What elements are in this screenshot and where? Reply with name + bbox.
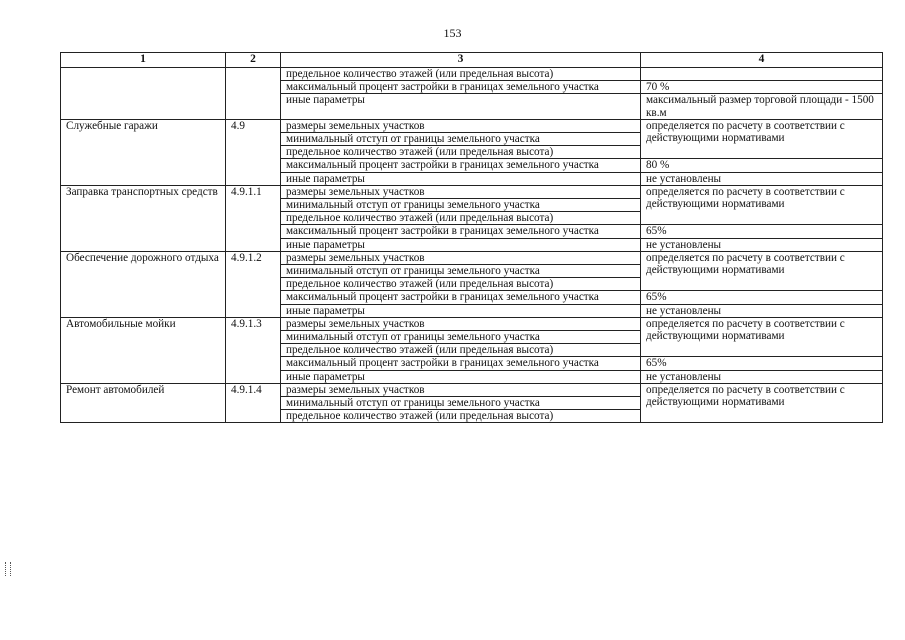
merged-value-cell: определяется по расчету в соответствии с действующими нормативами <box>641 185 883 225</box>
param-cell: предельное количество этажей (или предельная высота) <box>281 278 641 291</box>
use-code: 4.9 <box>226 119 281 185</box>
param-cell: размеры земельных участков <box>281 317 641 330</box>
use-code: 4.9.1.4 <box>226 383 281 423</box>
value-cell: не установлены <box>641 172 883 185</box>
table-row <box>61 185 883 198</box>
param-cell: минимальный отступ от границы земельного участка <box>281 397 641 410</box>
use-name: Заправка транспортных средств <box>61 185 226 251</box>
param-cell: предельное количество этажей (или предельная высота) <box>281 410 641 423</box>
table-row <box>61 251 883 264</box>
param-cell: предельное количество этажей (или предельная высота) <box>281 212 641 225</box>
param-cell: максимальный процент застройки в границах земельного участка <box>281 225 641 238</box>
param-cell: предельное количество этажей (или предельная высота) <box>281 68 641 81</box>
param-cell: иные параметры <box>281 172 641 185</box>
use-code <box>226 68 281 120</box>
param-cell: минимальный отступ от границы земельного участка <box>281 133 641 146</box>
param-cell: иные параметры <box>281 370 641 383</box>
regulations-table <box>60 52 883 423</box>
value-cell: не установлены <box>641 370 883 383</box>
value-cell: 65% <box>641 225 883 238</box>
value-cell: 80 % <box>641 159 883 172</box>
value-cell <box>641 68 883 81</box>
use-code: 4.9.1.1 <box>226 185 281 251</box>
value-cell: не установлены <box>641 304 883 317</box>
header-col-2: 2 <box>226 53 281 68</box>
value-cell: максимальный размер торговой площади - 1500 кв.м <box>641 94 883 119</box>
param-cell: минимальный отступ от границы земельного участка <box>281 199 641 212</box>
param-cell: максимальный процент застройки в границах земельного участка <box>281 159 641 172</box>
header-col-3: 3 <box>281 53 641 68</box>
use-name <box>61 68 226 120</box>
value-cell: 70 % <box>641 81 883 94</box>
use-name: Служебные гаражи <box>61 119 226 185</box>
use-name: Обеспечение дорожного отдыха <box>61 251 226 317</box>
param-cell: предельное количество этажей (или предельная высота) <box>281 344 641 357</box>
merged-value-cell: определяется по расчету в соответствии с действующими нормативами <box>641 383 883 423</box>
param-cell: размеры земельных участков <box>281 251 641 264</box>
param-cell: размеры земельных участков <box>281 383 641 396</box>
param-cell: размеры земельных участков <box>281 119 641 132</box>
header-col-1: 1 <box>61 53 226 68</box>
header-row <box>61 53 883 68</box>
param-cell: максимальный процент застройки в границах земельного участка <box>281 81 641 94</box>
scan-edge-mark <box>5 562 11 576</box>
use-code: 4.9.1.2 <box>226 251 281 317</box>
table-row <box>61 383 883 396</box>
param-cell: размеры земельных участков <box>281 185 641 198</box>
param-cell: предельное количество этажей (или предельная высота) <box>281 146 641 159</box>
use-code: 4.9.1.3 <box>226 317 281 383</box>
param-cell: максимальный процент застройки в границах земельного участка <box>281 291 641 304</box>
table-row <box>61 317 883 330</box>
value-cell: 65% <box>641 291 883 304</box>
param-cell: минимальный отступ от границы земельного участка <box>281 331 641 344</box>
param-cell: иные параметры <box>281 94 641 119</box>
use-name: Ремонт автомобилей <box>61 383 226 423</box>
table-row <box>61 119 883 132</box>
merged-value-cell: определяется по расчету в соответствии с действующими нормативами <box>641 317 883 357</box>
header-col-4: 4 <box>641 53 883 68</box>
value-cell: не установлены <box>641 238 883 251</box>
param-cell: минимальный отступ от границы земельного участка <box>281 265 641 278</box>
param-cell: максимальный процент застройки в границах земельного участка <box>281 357 641 370</box>
merged-value-cell: определяется по расчету в соответствии с действующими нормативами <box>641 251 883 291</box>
use-name: Автомобильные мойки <box>61 317 226 383</box>
merged-value-cell: определяется по расчету в соответствии с действующими нормативами <box>641 119 883 159</box>
table-row <box>61 68 883 81</box>
param-cell: иные параметры <box>281 238 641 251</box>
value-cell: 65% <box>641 357 883 370</box>
page-number: 153 <box>443 26 462 40</box>
param-cell: иные параметры <box>281 304 641 317</box>
